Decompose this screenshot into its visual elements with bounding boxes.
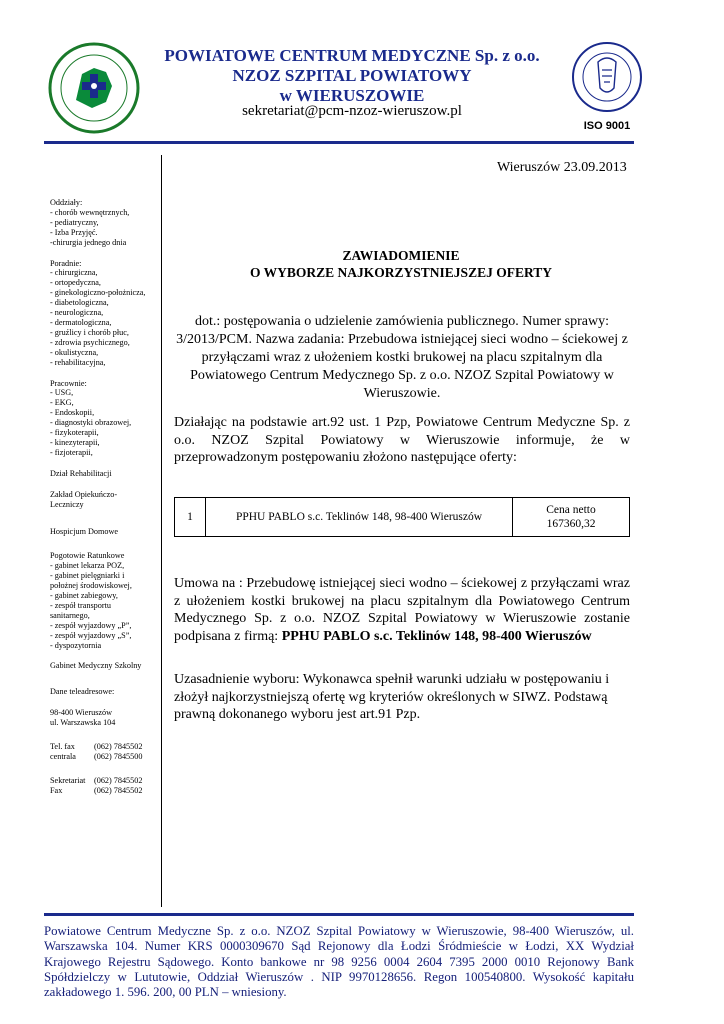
sidebar-line: Oddziały: — [50, 198, 83, 207]
sidebar-line: - diagnostyki obrazowej, — [50, 418, 132, 428]
sidebar-line: - okulistyczna, — [50, 347, 99, 357]
sidebar-line: - gabinet pielęgniarki i — [50, 571, 125, 581]
sidebar-divider — [161, 155, 162, 907]
sidebar-line: - diabetologiczna, — [50, 298, 109, 308]
footer-divider — [44, 913, 634, 916]
sidebar-pracownie — [50, 379, 160, 458]
sidebar-line: - fizykoterapii, — [50, 428, 99, 438]
offer-number: 1 — [175, 498, 206, 537]
phone-label: Sekretariat — [50, 775, 86, 785]
contract-paragraph — [174, 575, 630, 645]
sidebar-line: - ginekologiczno-położnicza, — [50, 288, 146, 298]
phone-label: Fax — [50, 785, 63, 795]
sidebar-phones-2 — [50, 776, 160, 796]
sidebar-line: 98-400 Wieruszów — [50, 708, 113, 718]
offer-price-cell — [513, 498, 630, 537]
phone-row — [50, 752, 160, 762]
sidebar-line: - zespół wyjazdowy „P”, — [50, 620, 132, 630]
iso-certificate-logo — [568, 40, 646, 136]
header-hospital-name: NZOZ SZPITAL POWIATOWY — [232, 66, 472, 85]
phone-label: centrala — [50, 751, 76, 761]
sidebar-line: - dyspozytornia — [50, 640, 102, 650]
sidebar-line: - zdrowia psychicznego, — [50, 337, 130, 347]
subject-paragraph: dot.: postępowania o udzielenie zamówienia publicznego. Numer sprawy: 3/2013/PCM. Nazwa zadania: Przebudowa istniejącej sieci wodno – ściekowej z przyłączami wraz z ułożeniem kostki brukowej na placu szpitalnym dla Powiatowego Centrum Medycznego Sp. z o.o. NZOZ Szpital Powiatowy w Wieruszowie. — [176, 314, 628, 401]
sidebar-line: - gabinet lekarza POZ, — [50, 561, 125, 571]
sidebar-line: - gruźlicy i chorób płuc, — [50, 327, 129, 337]
sidebar-pogotowie — [50, 551, 160, 650]
offer-company: PPHU PABLO s.c. Teklinów 148, 98-400 Wieruszów — [206, 498, 513, 537]
sidebar-line: - EKG, — [50, 398, 74, 408]
justification-paragraph: Uzasadnienie wyboru: Wykonawca spełnił warunki udziału w postępowaniu i złożył najkorzystniejszą ofertę wg kryteriów określonych w SIWZ. Podstawą prawną dokonanego wyboru jest art.91 Pzp. — [174, 672, 610, 722]
sidebar-line: -chirurgia jednego dnia — [50, 237, 127, 247]
sidebar-line: - zespół wyjazdowy „S”, — [50, 630, 132, 640]
sidebar-line: - rehabilitacyjna, — [50, 357, 106, 367]
sidebar-line: Poradnie: — [50, 258, 82, 268]
phone-number: (062) 7845502 — [94, 742, 143, 752]
sidebar-zaklad — [50, 490, 160, 510]
document-subtitle: O WYBORZE NAJKORZYSTNIEJSZEJ OFERTY — [250, 265, 552, 280]
sidebar-line: Dane teleadresowe: — [50, 687, 115, 697]
price-value: 167360,32 — [546, 518, 596, 530]
table-row — [175, 498, 630, 537]
phone-row — [50, 776, 160, 786]
phone-number: (062) 7845500 — [94, 751, 143, 761]
sidebar-poradnie — [50, 259, 160, 368]
sidebar-line: Pracownie: — [50, 378, 87, 388]
sidebar-line: sanitarnego, — [50, 610, 90, 620]
sidebar-line: ul. Warszawska 104 — [50, 718, 116, 728]
sidebar-line: - Endoskopii, — [50, 408, 95, 418]
sidebar-line: - USG, — [50, 388, 74, 398]
sidebar-line: Gabinet Medyczny Szkolny — [50, 661, 142, 671]
header-location: w WIERUSZOWIE — [279, 86, 425, 105]
sidebar-line: Zakład Opiekuńczo- — [50, 489, 118, 499]
iso-label: ISO 9001 — [583, 120, 631, 132]
contract-text: Umowa na : Przebudowę istniejącej sieci wodno – ściekowej z przyłączami wraz z ułożeniem kostki brukowej na placu szpitalnym dla Powiatowego Centrum Medycznego Sp. z o.o. NZOZ Szpital Powiatowy w Wieruszowie zostanie podpisana z firmą: — [174, 576, 630, 644]
document-title: ZAWIADOMIENIE — [342, 248, 460, 263]
sidebar-line: - neurologiczna, — [50, 308, 104, 318]
sidebar-dzial — [50, 469, 160, 479]
contract-firm: PPHU PABLO s.c. Teklinów 148, 98-400 Wieruszów — [281, 628, 592, 644]
phone-number: (062) 7845502 — [94, 775, 143, 785]
sidebar-line: - kinezyterapii, — [50, 437, 100, 447]
sidebar-phones-1 — [50, 742, 160, 762]
offers-table — [174, 497, 630, 537]
phone-row — [50, 786, 160, 796]
header-email: sekretariat@pcm-nzoz-wieruszow.pl — [242, 103, 462, 119]
sidebar-line: Leczniczy — [50, 499, 84, 509]
sidebar-line: - Izba Przyjęć. — [50, 227, 98, 237]
price-label: Cena netto — [546, 504, 596, 516]
sidebar-line: - gabinet zabiegowy, — [50, 591, 118, 600]
hospital-logo — [46, 40, 142, 136]
sidebar-line: położnej środowiskowej, — [50, 581, 132, 591]
sidebar-line: - zespół transportu — [50, 600, 111, 610]
sidebar-line: - pediatryczny, — [50, 217, 99, 227]
sidebar-line: Dział Rehabilitacji — [50, 468, 112, 478]
sidebar-line: - fizjoterapii, — [50, 447, 93, 457]
header-divider — [44, 141, 634, 144]
sidebar-line: - chorób wewnętrznych, — [50, 207, 130, 217]
sidebar-gabinet — [50, 661, 160, 671]
phone-row — [50, 742, 160, 752]
sidebar-line: Hospicjum Domowe — [50, 527, 118, 537]
footer-text: Powiatowe Centrum Medyczne Sp. z o.o. NZOZ Szpital Powiatowy w Wieruszowie, 98-400 Wieruszów, ul. Warszawska 104. Numer KRS 0000309670 Sąd Rejonowy dla Łodzi Śródmieście w Łodzi, XX Wydział Krajowego Rejestru Sądowego. Konto bankowe nr 98 9256 0004 2604 7395 2000 0010 Rejonowy Bank Spółdzielczy w Lututowie, Oddział Wieruszów . NIP 9970128656. Regon 100540800. Wysokość kapitału zakładowego 1. 596. 200, 00 PLN – wniesiony. — [44, 924, 634, 1000]
sidebar-line: - dermatologiczna, — [50, 317, 112, 327]
sidebar — [50, 198, 160, 807]
phone-number: (062) 7845502 — [94, 785, 143, 795]
document-date: Wieruszów 23.09.2013 — [497, 160, 627, 175]
sidebar-line: Pogotowie Ratunkowe — [50, 551, 125, 561]
sidebar-hospicjum — [50, 527, 160, 537]
sidebar-dane-title — [50, 687, 160, 697]
sidebar-line: - ortopedyczna, — [50, 278, 101, 288]
sidebar-oddzialy — [50, 198, 160, 248]
sidebar-line: - chirurgiczna, — [50, 268, 98, 278]
phone-label: Tel. fax — [50, 742, 75, 752]
header-company-name: POWIATOWE CENTRUM MEDYCZNE Sp. z o.o. — [164, 46, 540, 65]
intro-paragraph: Działając na podstawie art.92 ust. 1 Pzp, Powiatowe Centrum Medyczne Sp. z o.o. NZOZ Szpital Powiatowy w Wieruszowie informuje, że w przeprowadzonym postępowaniu złożono następujące oferty: — [174, 415, 630, 465]
sidebar-address — [50, 708, 160, 728]
